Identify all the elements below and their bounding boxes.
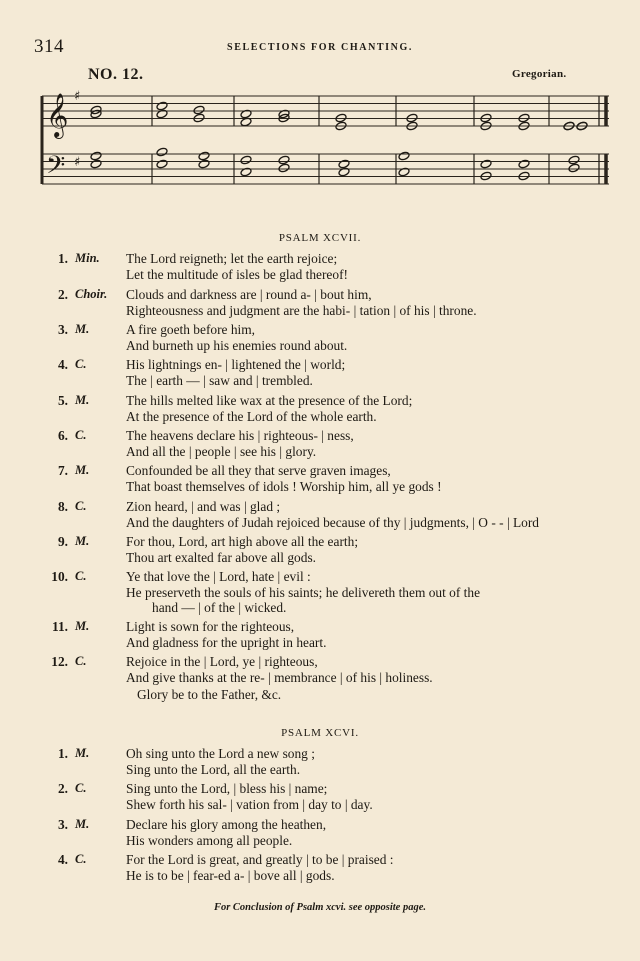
verse-line: Sing unto the Lord, all the earth.: [126, 761, 301, 777]
note-head: [90, 159, 102, 169]
psalm-title: PSALM XCVII.: [278, 232, 362, 244]
voice-marker: Choir.: [75, 287, 108, 301]
bass-clef-icon: 𝄢: [46, 151, 66, 186]
page-number: 314: [34, 36, 64, 57]
verse-number: 2.: [57, 287, 68, 302]
verse-line: He is to be | fear-ed a- | bove all | gods.: [126, 867, 335, 883]
note-head: [518, 159, 530, 169]
verse-number: 8.: [57, 499, 68, 514]
verse-lines: [126, 357, 345, 388]
psalm-title: PSALM XCVI.: [281, 727, 359, 739]
voice-marker: M.: [75, 393, 90, 407]
verse-line: Righteousness and judgment are the habi- | tation | of his | throne.: [126, 302, 477, 318]
verse-lines: [126, 781, 373, 812]
verse-line: Let the multitude of isles be glad thereof!: [126, 266, 348, 282]
verse-lines: [126, 569, 480, 616]
note-head: [193, 105, 205, 115]
verse-line: The heavens declare his | righteous- | ness,: [126, 428, 354, 443]
verse-number: 10.: [51, 569, 68, 584]
treble-clef-icon: 𝄞: [46, 93, 69, 137]
verse-line: That boast themselves of idols ! Worship him, all ye gods !: [126, 478, 442, 494]
verse-line: Shew forth his sal- | vation from | day to | day.: [126, 796, 373, 812]
note-head: [156, 101, 168, 111]
note-head: [568, 163, 580, 173]
verse-number: 1.: [57, 746, 68, 761]
verse-lines: [126, 619, 326, 650]
note-head: [278, 163, 290, 173]
note-head: [240, 155, 252, 165]
voice-marker: M.: [75, 619, 90, 633]
note-head: [156, 159, 168, 169]
verse-line: Declare his glory among the heathen,: [126, 817, 327, 832]
verse-line: His lightnings en- | lightened the | world;: [126, 357, 346, 372]
verse-number: 5.: [57, 393, 68, 408]
staff-lines: [42, 96, 609, 184]
composer-attribution: Gregorian.: [512, 68, 567, 80]
voice-marker: C.: [75, 428, 87, 442]
voice-marker: C.: [75, 357, 87, 371]
verse-lines: [126, 393, 412, 424]
doxology: Glory be to the Father, &c.: [137, 687, 282, 702]
verse-line: Ye that love the | Lord, hate | evil :: [126, 569, 311, 584]
verse-line: For thou, Lord, art high above all the earth;: [126, 534, 359, 549]
verse-line: Thou art exalted far above all gods.: [126, 549, 316, 565]
note-head: [338, 159, 350, 169]
footer-note: For Conclusion of Psalm xcvi. see opposite page.: [213, 902, 427, 913]
verse-number: 11.: [52, 619, 68, 634]
verse-line: A fire goeth before him,: [126, 322, 256, 337]
verse-number: 12.: [51, 654, 68, 669]
barlines: [152, 96, 606, 184]
verse-number: 6.: [57, 428, 68, 443]
verse-line: hand — | of the | wicked.: [152, 600, 287, 615]
verse-line: Light is sown for the righteous,: [126, 619, 295, 634]
voice-marker: C.: [75, 852, 87, 866]
sharp-icon: ♯: [74, 89, 81, 104]
verse-line: At the presence of the Lord of the whole earth.: [126, 408, 377, 424]
voice-marker: C.: [75, 569, 87, 583]
note-head: [198, 159, 210, 169]
verse-line: And the daughters of Judah rejoiced because of thy | judgments, | O - - | Lord: [126, 514, 539, 530]
verse-lines: [126, 287, 477, 318]
voice-marker: Min.: [75, 251, 100, 265]
verse-lines: [126, 463, 442, 494]
verse-line: Rejoice in the | Lord, ye | righteous,: [126, 654, 318, 669]
verse-line: The hills melted like wax at the presence of the Lord;: [126, 393, 413, 408]
voice-marker: M.: [75, 746, 90, 760]
verse-line: And gladness for the upright in heart.: [126, 634, 327, 650]
verse-number: 4.: [57, 357, 68, 372]
note-head: [90, 151, 102, 161]
verse-lines: [126, 499, 539, 530]
chant-score: [34, 88, 614, 208]
running-head: SELECTIONS FOR CHANTING.: [227, 42, 413, 53]
voice-marker: C.: [75, 654, 87, 668]
verse-line: And burneth up his enemies round about.: [126, 337, 348, 353]
verse-lines: [126, 428, 354, 459]
verse-line: The Lord reigneth; let the earth rejoice;: [126, 251, 338, 266]
verse-lines: [126, 817, 326, 848]
note-head: [568, 155, 580, 165]
verse-lines: [126, 534, 358, 565]
verse-number: 1.: [57, 251, 68, 266]
verse-line: Confounded be all they that serve graven images,: [126, 463, 391, 478]
note-head: [156, 147, 168, 157]
verse-lines: [126, 251, 348, 282]
verse-line: He preserveth the souls of his saints; he delivereth them out of the: [126, 584, 481, 600]
verse-number: 4.: [57, 852, 68, 867]
verse-lines: [126, 852, 394, 883]
note-head: [398, 151, 410, 161]
verse-line: And all the | people | see his | glory.: [126, 443, 317, 459]
verse-lines: [126, 654, 433, 685]
voice-marker: M.: [75, 534, 90, 548]
verse-line: Sing unto the Lord, | bless his | name;: [126, 781, 328, 796]
voice-marker: M.: [75, 817, 90, 831]
verse-number: 3.: [57, 322, 68, 337]
verse-lines: [126, 322, 347, 353]
verse-line: For the Lord is great, and greatly | to be | praised :: [126, 852, 394, 867]
note-head: [278, 155, 290, 165]
voice-marker: C.: [75, 499, 87, 513]
note-head: [198, 151, 210, 161]
verse-number: 2.: [57, 781, 68, 796]
sharp-icon: ♯: [74, 155, 81, 170]
voice-marker: M.: [75, 463, 90, 477]
note-head: [480, 159, 492, 169]
verse-line: And give thanks at the re- | membrance | of his | holiness.: [126, 669, 433, 685]
verse-line: His wonders among all people.: [126, 832, 293, 848]
verse-number: 9.: [57, 534, 68, 549]
clefs: [46, 89, 80, 186]
voice-marker: M.: [75, 322, 90, 336]
verse-number: 3.: [57, 817, 68, 832]
verse-lines: [126, 746, 315, 777]
verse-line: Zion heard, | and was | glad ;: [126, 499, 281, 514]
verse-line: The | earth — | saw and | trembled.: [126, 372, 313, 388]
verse-line: Clouds and darkness are | round a- | bout him,: [126, 287, 372, 302]
voice-marker: C.: [75, 781, 87, 795]
verse-number: 7.: [57, 463, 68, 478]
hymn-number: NO. 12.: [88, 66, 144, 83]
verse-line: Oh sing unto the Lord a new song ;: [126, 746, 315, 761]
